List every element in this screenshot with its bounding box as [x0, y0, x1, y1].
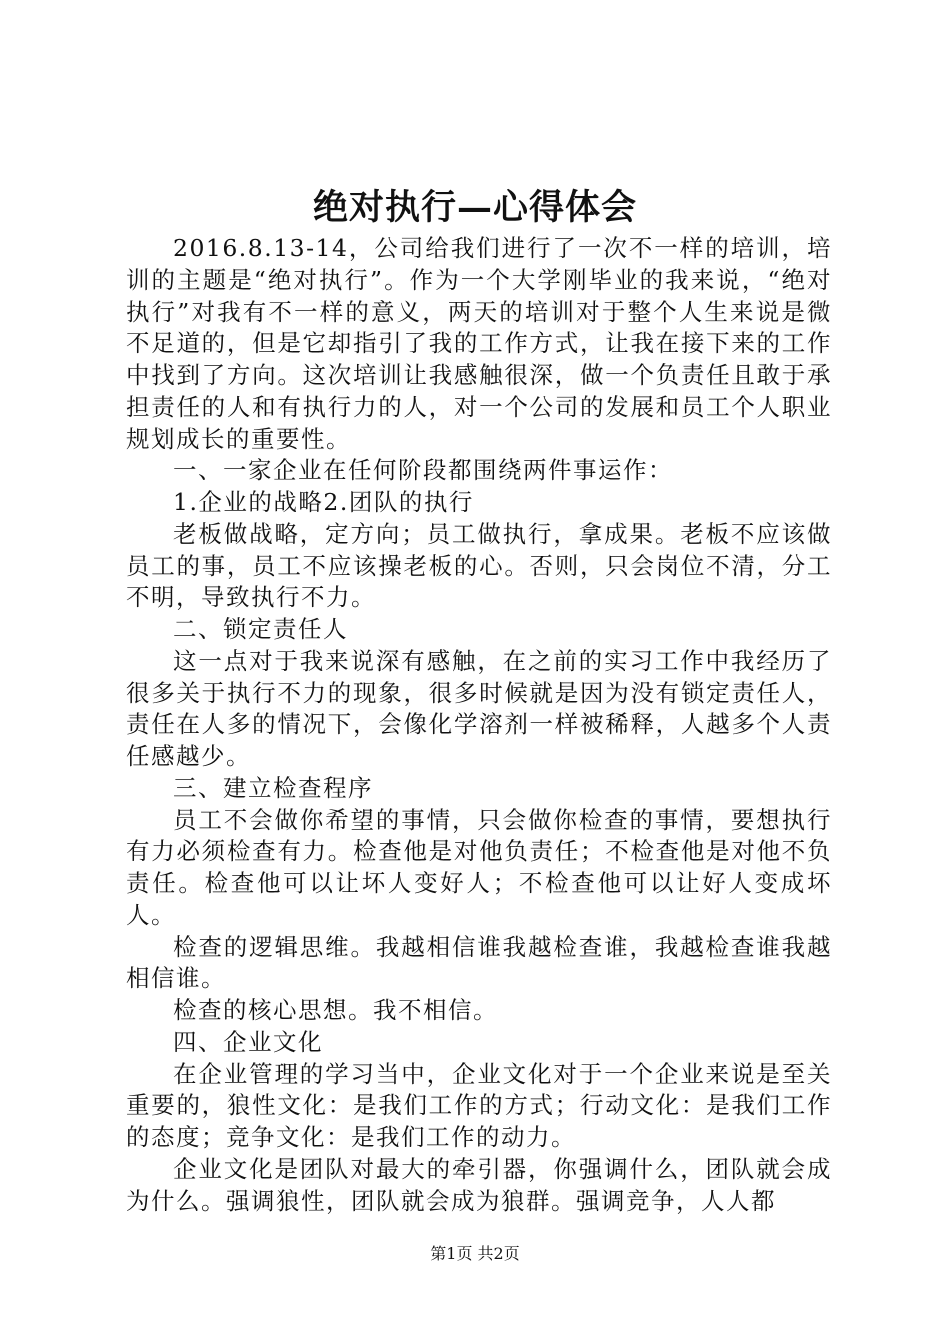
paragraph: 企业文化是团队对最大的牵引器，你强调什么，团队就会成为什么。强调狼性，团队就会成为狼群。强调竞争，人人都 — [126, 1154, 832, 1215]
section-heading: 一、一家企业在任何阶段都围绕两件事运作： — [173, 456, 673, 485]
section-heading: 四、企业文化 — [173, 1027, 323, 1056]
paragraph: 检查的核心思想。我不相信。 — [173, 996, 498, 1024]
paragraph: 2016.8.13-14，公司给我们进行了一次不一样的培训，培训的主题是“绝对执行”。作为一个大学刚毕业的我来说，“绝对执行”对我有不一样的意义，两天的培训对于整个人生来说是微不足道的，但是它却指引了我的工作方式，让我在接下来的工作中找到了方向。这次培训让我感触很深，做一个负责任且敢于承担责任的人和有执行力的人，对一个公司的发展和员工个人职业规划成长的重要性。 — [126, 234, 832, 453]
section-heading: 三、建立检查程序 — [173, 773, 373, 802]
paragraph: 1.企业的战略2.团队的执行 — [173, 488, 474, 516]
paragraph: 在企业管理的学习当中，企业文化对于一个企业来说是至关重要的，狼性文化：是我们工作的方式；行动文化：是我们工作的态度；竞争文化：是我们工作的动力。 — [126, 1059, 832, 1151]
paragraph: 员工不会做你希望的事情，只会做你检查的事情，要想执行有力必须检查有力。检查他是对他负责任；不检查他是对他不负责任。检查他可以让坏人变好人；不检查他可以让好人变成坏人。 — [126, 805, 832, 929]
paragraph: 检查的逻辑思维。我越相信谁我越检查谁，我越检查谁我越相信谁。 — [126, 932, 832, 993]
section-heading: 二、锁定责任人 — [173, 615, 348, 643]
document-body — [126, 233, 832, 1217]
document-title: 绝对执行—心得体会 — [312, 187, 637, 228]
paragraph: 老板做战略，定方向；员工做执行，拿成果。老板不应该做员工的事，员工不应该操老板的心。否则，只会岗位不清，分工不明，导致执行不力。 — [126, 519, 832, 612]
paragraph: 这一点对于我来说深有感触，在之前的实习工作中我经历了很多关于执行不力的现象，很多时候就是因为没有锁定责任人，责任在人多的情况下，会像化学溶剂一样被稀释，人越多个人责任感越少。 — [126, 646, 832, 770]
page-number-footer: 第1页 共2页 — [430, 1244, 520, 1263]
